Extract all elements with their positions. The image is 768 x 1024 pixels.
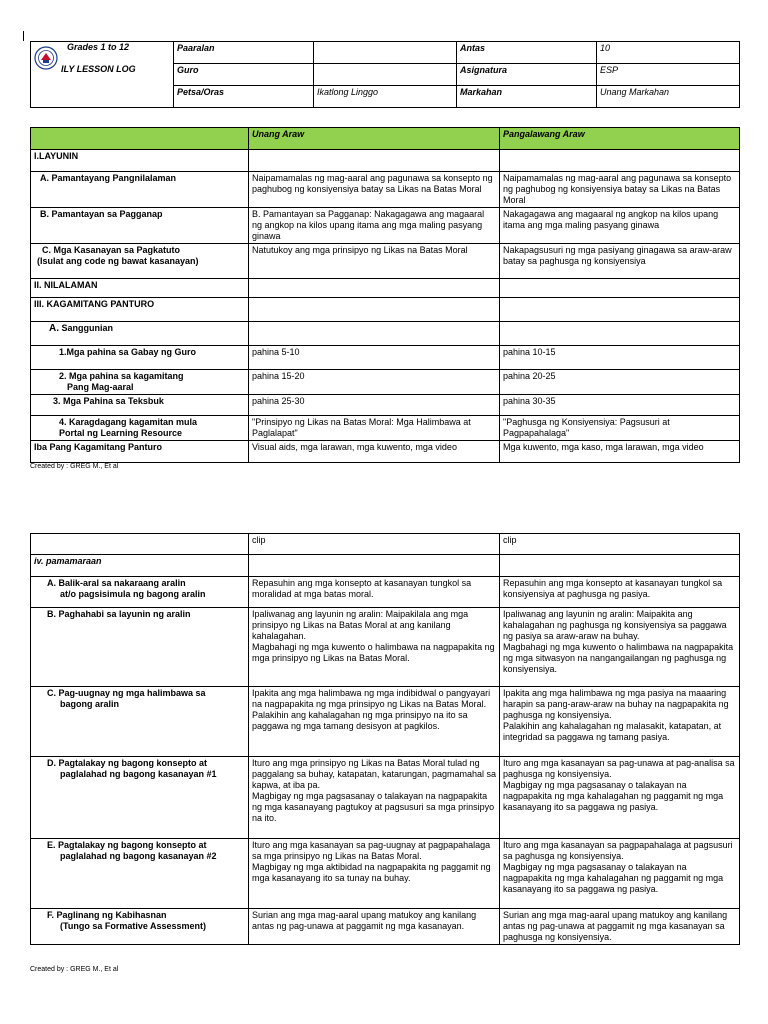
cell-paglinang-day1[interactable]: Surian ang mga mag-aaral upang matukoy ang kanilang antas ng pag-unawa at paggamit ng mga kasanayan.	[249, 909, 500, 945]
label-line1: 4. Karagdagang kagamitan mula	[59, 417, 198, 427]
row-label-portal	[31, 416, 249, 441]
markahan-value[interactable]: Unang Markahan	[597, 86, 740, 108]
section-nilalaman: II. NILALAMAN	[31, 279, 249, 298]
cell[interactable]	[500, 555, 740, 577]
row-label-paglinang	[31, 909, 249, 945]
section-pamamaraan: iv. pamamaraan	[31, 555, 249, 577]
cell-pagtalakay-1-day2[interactable]: Ituro ang mga kasanayan sa pag-unawa at pag-analisa sa paghusga ng konsiyensiya. Magbigay ng mga pagsasanay o talakayan na nagpapakita ng mga kahalagahan ng paggamit ng mga kasanayang ito sa paggawa ng pasiya.	[500, 757, 740, 839]
col-header-day1: Unang Araw	[249, 128, 500, 150]
cell[interactable]	[500, 298, 740, 322]
label-line1: C. Pag-uugnay ng mga halimbawa sa	[47, 688, 206, 698]
cell-portal-day2[interactable]: "Paghusga ng Konsiyensiya: Pagsusuri at Pagpapahalaga"	[500, 416, 740, 441]
row-label-balik-aral	[31, 577, 249, 608]
cell[interactable]	[249, 555, 500, 577]
cell-pag-uugnay-day1[interactable]: Ipakita ang mga halimbawa ng mga indibidwal o pangyayari na nagpapakita ng mga prinsipyo ng Likas na Batas Moral. Palakihin ang kahalagahan ng mga prinsipyo na ito sa paggawa ng mga tamang desisyon at pagkilos.	[249, 687, 500, 757]
col-header-day2: Pangalawang Araw	[500, 128, 740, 150]
footer-credit: Created by : GREG M., Et al	[30, 463, 119, 470]
cell-pagtalakay-2-day2[interactable]: Ituro ang mga kasanayan sa pagpapahalaga at pagsusuri sa paghusga ng konsiyensiya. Magbigay ng mga pagsasanay o talakayan na nagpapakita ng mga kahalagahan ng paggamit ng mga kasanayang ito sa paggawa ng pasiya.	[500, 839, 740, 909]
cell-pag-uugnay-day2[interactable]: Ipakita ang mga halimbawa ng mga pasiya na maaaring harapin sa pang-araw-araw na buhay na nagpapakita ng paghusga ng konsiyensiya. Palakihin ang kahalagahan ng malasakit, katapatan, at integridad sa paggawa ng tamang pasiya.	[500, 687, 740, 757]
label-line2: at/o pagsisimula ng bagong aralin	[60, 589, 206, 599]
footer-credit-2: Created by : GREG M., Et al	[30, 966, 119, 973]
cell-balik-aral-day2[interactable]: Repasuhin ang mga konsepto at kasanayan tungkol sa konsiyensiya at paghusga ng pasiya.	[500, 577, 740, 608]
row-label-pagganap: B. Pamantayan sa Pagganap	[31, 208, 249, 244]
cell[interactable]	[249, 150, 500, 172]
clip-day1[interactable]: clip	[249, 534, 500, 555]
cell-a-day1[interactable]: Naipamamalas ng mag-aaral ang pagunawa sa konsepto ng paghubog ng konsiyensiya batay sa Likas na Batas Moral	[249, 172, 500, 208]
cell-b-day1[interactable]: B. Pamantayan sa Pagganap: Nakagagawa ang magaaral ng angkop na kilos upang itama ang mga maling pasyang ginawa	[249, 208, 500, 244]
section-layunin: I.LAYUNIN	[31, 150, 249, 172]
label-line2: paglalahad ng bagong kasanayan #1	[60, 769, 217, 779]
row-label-kagamitang-mag-aaral	[31, 370, 249, 395]
cell-balik-aral-day1[interactable]: Repasuhin ang mga konsepto at kasanayan tungkol sa moralidad at mga batas moral.	[249, 577, 500, 608]
row-label-pagtalakay-1	[31, 757, 249, 839]
text-cursor	[23, 31, 24, 41]
logo-cell	[31, 42, 174, 108]
label-line2: bagong aralin	[60, 699, 120, 709]
cell-iba-day1[interactable]: Visual aids, mga larawan, mga kuwento, mga video	[249, 441, 500, 463]
cell-teksbuk-day2[interactable]: pahina 30-35	[500, 395, 740, 416]
lesson-log-title: ILY LESSON LOG	[61, 64, 136, 74]
cell-gabay-day1[interactable]: pahina 5-10	[249, 346, 500, 370]
petsa-label: Petsa/Oras	[174, 86, 314, 108]
cell[interactable]	[500, 279, 740, 298]
label-line1: A. Balik-aral sa nakaraang aralin	[47, 578, 186, 588]
row-label-teksbuk: 3. Mga Pahina sa Teksbuk	[31, 395, 249, 416]
kasanayan-label-line2: (Isulat ang code ng bawat kasanayan)	[37, 256, 199, 266]
label-line2: (Tungo sa Formative Assessment)	[60, 921, 207, 931]
cell-c-day1[interactable]: Natutukoy ang mga prinsipyo ng Likas na Batas Moral	[249, 244, 500, 279]
label-line1: F. Paglinang ng Kabihasnan	[47, 910, 167, 920]
cell-mag-aaral-day2[interactable]: pahina 20-25	[500, 370, 740, 395]
cell-mag-aaral-day1[interactable]: pahina 15-20	[249, 370, 500, 395]
cell[interactable]	[500, 150, 740, 172]
asignatura-label: Asignatura	[457, 64, 597, 86]
label-line1: 2. Mga pahina sa kagamitang	[59, 371, 184, 381]
grades-label: Grades 1 to 12	[67, 42, 130, 52]
blank-header	[31, 128, 249, 150]
guro-value[interactable]	[314, 64, 457, 86]
cell-teksbuk-day1[interactable]: pahina 25-30	[249, 395, 500, 416]
deped-seal-icon	[34, 46, 58, 70]
row-label-iba-pang: Iba Pang Kagamitang Panturo	[31, 441, 249, 463]
procedure-table	[30, 533, 740, 945]
petsa-value[interactable]: Ikatlong Linggo	[314, 86, 457, 108]
cell-c-day2[interactable]: Nakapagsusuri ng mga pasiyang ginagawa sa araw-araw batay sa paghusga ng konsiyensiya	[500, 244, 740, 279]
cell[interactable]	[249, 279, 500, 298]
row-label-pag-uugnay	[31, 687, 249, 757]
row-label-pagtalakay-2	[31, 839, 249, 909]
cell-pagtalakay-1-day1[interactable]: Ituro ang mga prinsipyo ng Likas na Batas Moral tulad ng paggalang sa buhay, katapatan, katarungan, pagmamahal sa kapwa, at iba pa. Magbigay ng mga pagsasanay o talakayan na nagpapakita ng mga kasanayang pagtukoy at pagsusuri sa mga prinsipyo na ito.	[249, 757, 500, 839]
antas-label: Antas	[457, 42, 597, 64]
cell-portal-day1[interactable]: "Prinsipyo ng Likas na Batas Moral: Mga Halimbawa at Paglalapat"	[249, 416, 500, 441]
clip-day2[interactable]: clip	[500, 534, 740, 555]
row-label-pamantayang: A. Pamantayang Pangnilalaman	[31, 172, 249, 208]
cell[interactable]	[249, 298, 500, 322]
row-label-gabay: 1.Mga pahina sa Gabay ng Guro	[31, 346, 249, 370]
row-label-kasanayan	[31, 244, 249, 279]
markahan-label: Markahan	[457, 86, 597, 108]
cell[interactable]	[249, 322, 500, 346]
label-line2: Portal ng Learning Resource	[59, 428, 183, 438]
sanggunian-text: Sanggunian	[61, 323, 114, 333]
cell-a-day2[interactable]: Naipamamalas ng mag-aaral ang pagunawa sa konsepto ng paghubog ng konsiyensiya batay sa Likas na Batas Moral	[500, 172, 740, 208]
cell-pagtalakay-2-day1[interactable]: Ituro ang mga kasanayan sa pag-uugnay at pagpapahalaga sa mga prinsipyo ng Likas na Batas Moral. Magbigay ng mga aktibidad na nagpapakita ng paggamit ng mga kasanayang ito sa tunay na buhay.	[249, 839, 500, 909]
asignatura-value[interactable]: ESP	[597, 64, 740, 86]
label-line2: Pang Mag-aaral	[67, 382, 134, 392]
label-line1: D. Pagtalakay ng bagong konsepto at	[47, 758, 208, 768]
cell-paghahabi-day1[interactable]: Ipaliwanag ang layunin ng aralin: Maipakilala ang mga prinsipyo ng Likas na Batas Moral at ang kanilang kahalagahan. Magbahagi ng mga kuwento o halimbawa na nagpapakita ng mga prinsipyo ng Likas na Batas Moral.	[249, 608, 500, 687]
blank-cell	[31, 534, 249, 555]
kasanayan-label-line1: C. Mga Kasanayan sa Pagkatuto	[42, 245, 181, 255]
cell-paglinang-day2[interactable]: Surian ang mga mag-aaral upang matukoy ang kanilang antas ng pag-unawa at paggamit ng mga kasanayan sa paghusga ng konsiyensiya.	[500, 909, 740, 945]
section-kagamitan: III. KAGAMITANG PANTURO	[31, 298, 249, 322]
cell-b-day2[interactable]: Nakagagawa ang magaaral ng angkop na kilos upang itama ang mga maling pasyang ginawa	[500, 208, 740, 244]
paaralan-value[interactable]	[314, 42, 457, 64]
row-label-sanggunian	[31, 322, 249, 346]
cell-gabay-day2[interactable]: pahina 10-15	[500, 346, 740, 370]
paaralan-label: Paaralan	[174, 42, 314, 64]
sanggunian-letter: A.	[49, 323, 59, 334]
guro-label: Guro	[174, 64, 314, 86]
antas-value[interactable]: 10	[597, 42, 740, 64]
header-table	[30, 41, 740, 108]
row-label-paghahabi: B. Paghahabi sa layunin ng aralin	[31, 608, 249, 687]
cell[interactable]	[500, 322, 740, 346]
objectives-table	[30, 127, 740, 463]
cell-paghahabi-day2[interactable]: Ipaliwanag ang layunin ng aralin: Maipakita ang kahalagahan ng paghusga ng konsiyensiya sa paggawa ng pasiya sa araw-araw na buhay. Magbahagi ng mga kuwento o halimbawa na nagpapakita ng mga sitwasyon na nangangailangan ng paghusga ng konsiyensiya.	[500, 608, 740, 687]
cell-iba-day2[interactable]: Mga kuwento, mga kaso, mga larawan, mga video	[500, 441, 740, 463]
label-line2: paglalahad ng bagong kasanayan #2	[60, 851, 217, 861]
label-line1: E. Pagtalakay ng bagong konsepto at	[47, 840, 207, 850]
